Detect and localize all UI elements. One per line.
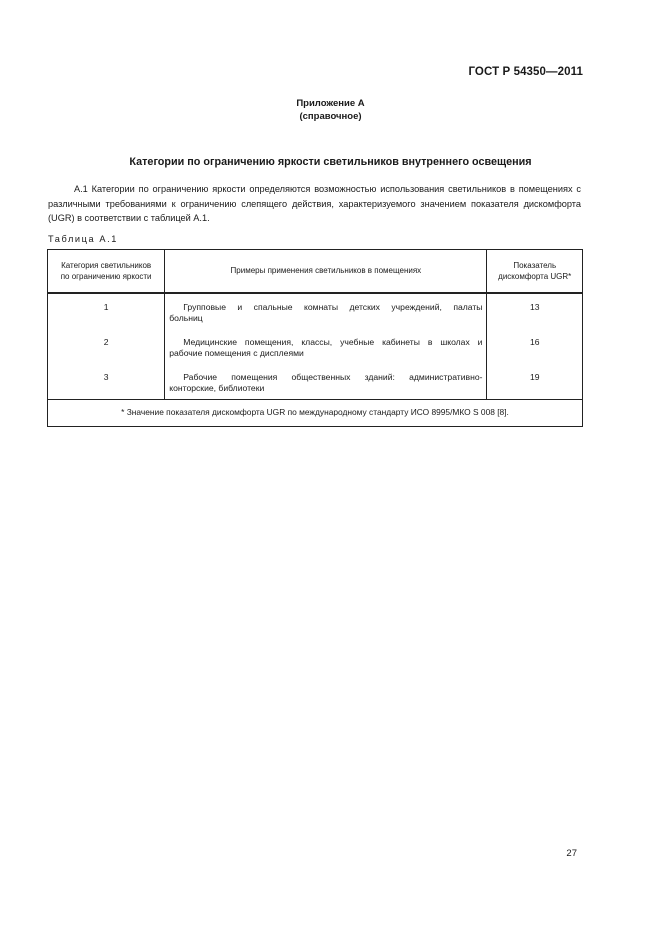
header-category-line2: по ограничению яркости [60, 272, 152, 281]
appendix-heading [0, 97, 661, 123]
row-ugr: 19 [487, 364, 583, 400]
row-example-line2: рабочие помещения с дисплеями [169, 348, 304, 359]
row-example [165, 364, 487, 400]
table-footnote: * Значение показателя дискомфорта UGR по международному стандарту ИСО 8995/МКО S 008 [8]. [48, 400, 583, 427]
body-paragraph: А.1 Категории по ограничению яркости определяются возможностью использования светильников в помещениях с различными требованиями к ограничению слепящего действия, характеризуемого значением показателя дискомфорта (UGR) в соответствии с таблицей А.1. [48, 184, 581, 223]
row-ugr: 13 [487, 293, 583, 329]
appendix-title: Приложение А [296, 98, 365, 109]
row-example [165, 293, 487, 329]
appendix-subtitle: (справочное) [299, 111, 362, 122]
page-number: 27 [566, 848, 577, 859]
row-category: 3 [48, 364, 165, 400]
row-example-line1: Рабочие помещения общественных зданий: административно- [183, 372, 483, 382]
table-row [48, 293, 583, 329]
ugr-table [47, 249, 583, 427]
header-category [48, 250, 165, 294]
header-examples [165, 250, 487, 294]
row-example-line1: Групповые и спальные комнаты детских учреждений, палаты [183, 302, 483, 312]
table-row [48, 329, 583, 364]
table-row [48, 364, 583, 400]
row-example-line1: Медицинские помещения, классы, учебные кабинеты в школах и [183, 337, 483, 347]
row-category: 1 [48, 293, 165, 329]
row-example-line2: конторские, библиотеки [169, 383, 265, 394]
row-category: 2 [48, 329, 165, 364]
standard-code: ГОСТ Р 54350—2011 [468, 66, 583, 78]
header-ugr-line2: дискомфорта UGR* [498, 272, 572, 281]
header-ugr [487, 250, 583, 294]
table-header-row [48, 250, 583, 294]
row-example [165, 329, 487, 364]
row-example-line2: больниц [169, 313, 203, 324]
header-examples-line1: Примеры применения светильников в помещениях [230, 266, 422, 276]
header-ugr-line1: Показатель [513, 260, 557, 270]
row-ugr: 16 [487, 329, 583, 364]
table-footnote-row [48, 400, 583, 427]
section-title: Категории по ограничению яркости светильников внутреннего освещения [129, 156, 532, 168]
header-category-line1: Категория светильников [61, 260, 152, 270]
table-caption: Таблица А.1 [48, 234, 118, 244]
